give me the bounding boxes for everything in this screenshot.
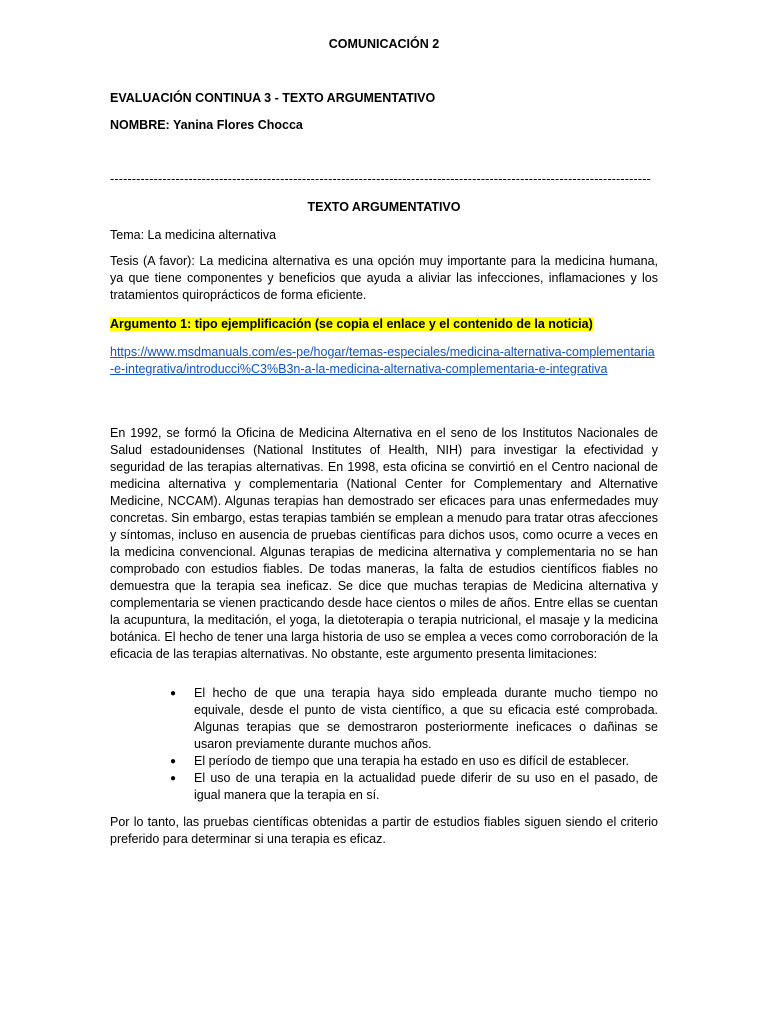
source-link[interactable]: https://www.msdmanuals.com/es-pe/hogar/temas-especiales/medicina-alternativa-complementaria-e-integrativa/introducci%C3%B3n-a-la-medicina-alternativa-complementaria-e-integrativa bbox=[110, 345, 655, 376]
bullet-icon: ● bbox=[170, 688, 177, 699]
list-item-text: El período de tiempo que una terapia ha estado en uso es difícil de establecer. bbox=[194, 754, 630, 768]
list-item bbox=[170, 753, 658, 770]
bullet-icon: ● bbox=[170, 756, 177, 767]
topic-line: Tema: La medicina alternativa bbox=[110, 228, 277, 242]
body-paragraph: En 1992, se formó la Oficina de Medicina Alternativa en el seno de los Institutos Nacionales de Salud estadounidenses (National Institutes of Health, NIH) para investigar la efectividad y seguridad de las terapias alternativas. En 1998, esta oficina se convirtió en el Centro nacional de medicina alternativa y complementaria (National Center for Complementary and Alternative Medicine, NCCAM). Algunas terapias han demostrado ser eficaces para unas enfermedades muy concretas. Sin embargo, estas terapias también se emplean a menudo para tratar otras afecciones y síntomas, incluso en ausencia de pruebas científicas para dichos usos, como ocurre a veces en la medicina convencional. Algunas terapias de medicina alternativa y complementaria no se han comprobado con estudios fiables. De todas maneras, la falta de estudios científicos fiables no demuestra que la terapia sea ineficaz. Se dice que muchas terapias de Medicina alternativa y complementaria se vienen practicando desde hace cientos o miles de años. Entre ellas se cuentan la acupuntura, la meditación, el yoga, la dietoterapia o terapia nutricional, el masaje y la medicina botánica. El hecho de tener una larga historia de uso se emplea a veces como corroboración de la eficacia de las terapias alternativas. No obstante, este argumento presenta limitaciones: bbox=[110, 426, 658, 661]
student-name: NOMBRE: Yanina Flores Chocca bbox=[110, 118, 303, 132]
separator-line: ---------------------------------------------------------------------------------------------------------------------------- bbox=[110, 172, 651, 186]
list-item-text: El hecho de que una terapia haya sido empleada durante mucho tiempo no equivale, desde el punto de vista científico, a que su eficacia esté comprobada. Algunas terapias que se demostraron posteriormente ineficaces o dañinas se usaron previamente durante muchos años. bbox=[194, 686, 658, 751]
thesis-paragraph: Tesis (A favor): La medicina alternativa es una opción muy importante para la medicina humana, ya que tiene componentes y beneficios que ayuda a aliviar las infecciones, inflamaciones y los tratamientos quiroprácticos de forma eficiente. bbox=[110, 254, 658, 302]
list-item bbox=[170, 685, 658, 753]
assignment-title: EVALUACIÓN CONTINUA 3 - TEXTO ARGUMENTATIVO bbox=[110, 91, 436, 105]
list-item-text: El uso de una terapia en la actualidad puede diferir de su uso en el pasado, de igual manera que la terapia en sí. bbox=[194, 771, 658, 802]
limitations-list bbox=[170, 685, 658, 804]
conclusion-paragraph: Por lo tanto, las pruebas científicas obtenidas a partir de estudios fiables siguen siendo el criterio preferido para determinar si una terapia es eficaz. bbox=[110, 815, 658, 846]
argument-label: Argumento 1: tipo ejemplificación (se copia el enlace y el contenido de la noticia) bbox=[110, 317, 593, 331]
argument-label-wrap bbox=[110, 316, 658, 333]
section-title: TEXTO ARGUMENTATIVO bbox=[307, 200, 461, 214]
list-item bbox=[170, 770, 658, 804]
bullet-icon: ● bbox=[170, 773, 177, 784]
course-title: COMUNICACIÓN 2 bbox=[328, 37, 440, 51]
